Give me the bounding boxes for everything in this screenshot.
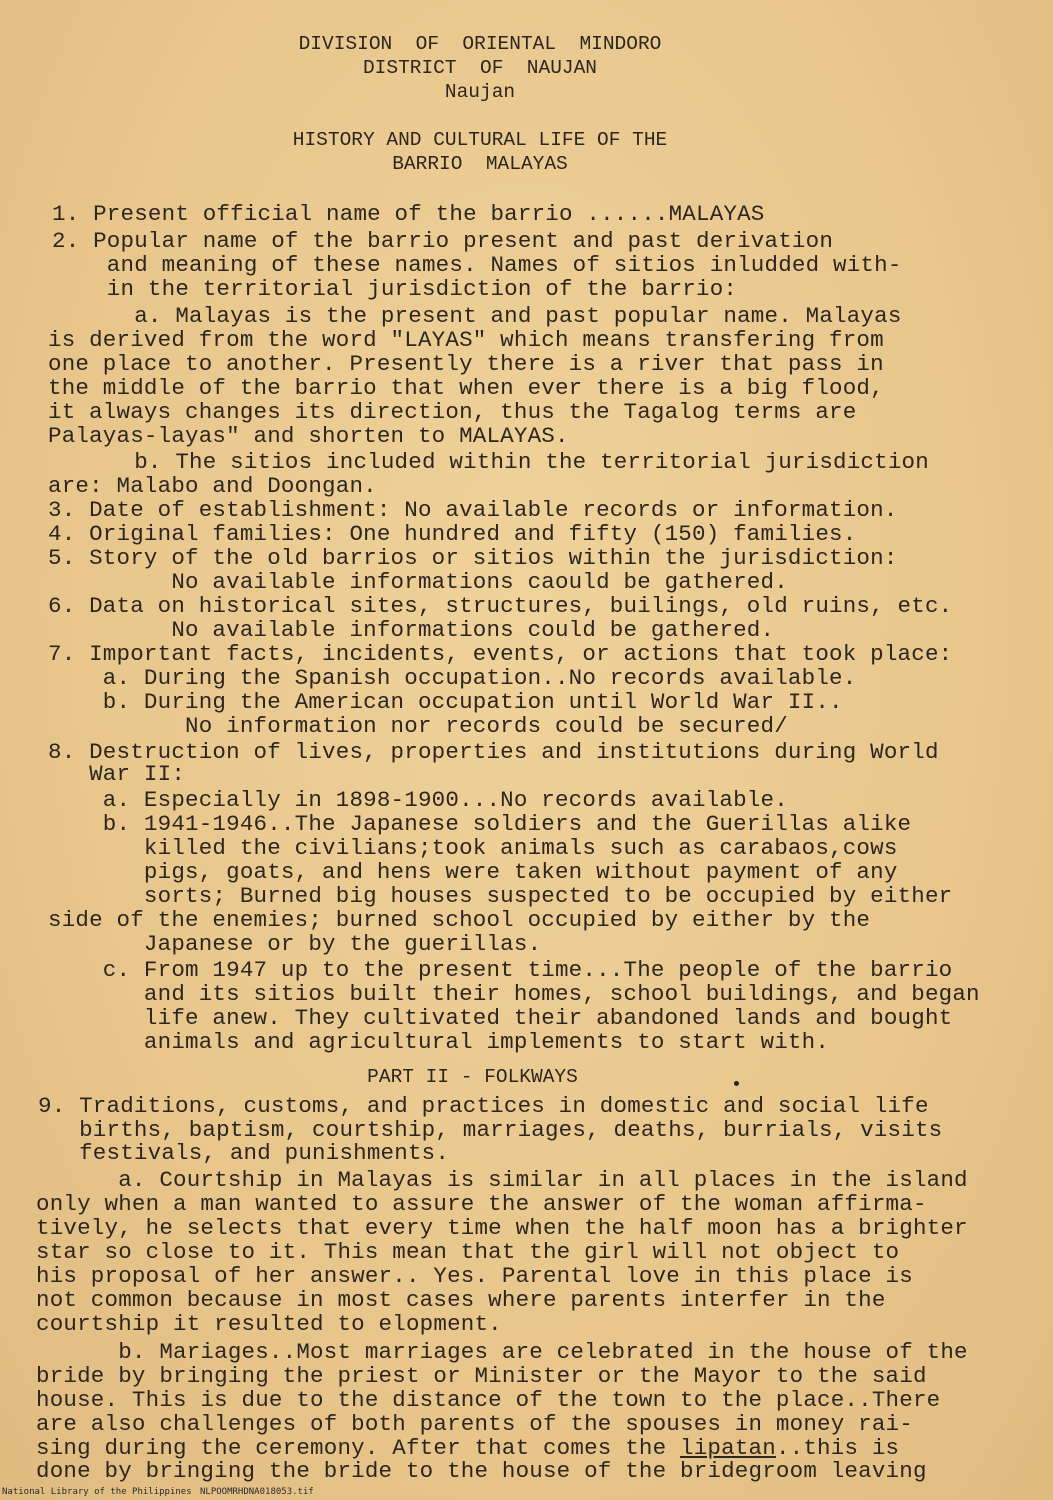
body-line: are: Malabo and Doongan. xyxy=(48,473,377,499)
part2-line: his proposal of her answer.. Yes. Parental love in this place is xyxy=(36,1263,913,1289)
part2-line: bride by bringing the priest or Minister or the Mayor to the said xyxy=(36,1363,927,1389)
body-line: sorts; Burned big houses suspected to be occupied by either xyxy=(48,883,953,909)
header-division: DIVISION OF ORIENTAL MINDORO xyxy=(298,33,662,55)
body-line: Palayas-layas" and shorten to MALAYAS. xyxy=(48,423,569,449)
part2-line: a. Courtship in Malayas is similar in all places in the island xyxy=(36,1167,968,1193)
body-line: a. Malayas is the present and past popular name. Malayas xyxy=(52,303,902,329)
body-line: No available informations could be gathered. xyxy=(48,617,775,643)
body-line: 1. Present official name of the barrio ......MALAYAS xyxy=(52,201,765,227)
part2-line: tively, he selects that every time when the half moon has a brighter xyxy=(36,1215,968,1241)
body-line: and meaning of these names. Names of sitios inludded with- xyxy=(52,252,902,278)
lipatan-term: lipatan xyxy=(680,1435,776,1461)
part2-line: star so close to it. This mean that the girl will not object to xyxy=(36,1239,900,1265)
body-line: No information nor records could be secured/ xyxy=(48,713,788,739)
part2-line: births, baptism, courtship, marriages, deaths, burrials, visits xyxy=(38,1117,943,1143)
part2-line: only when a man wanted to assure the answer of the woman affirma- xyxy=(36,1191,927,1217)
part-heading: PART II - FOLKWAYS xyxy=(367,1066,578,1088)
body-line: a. Especially in 1898-1900...No records available. xyxy=(48,787,788,813)
body-line: the middle of the barrio that when ever there is a big flood, xyxy=(48,375,884,401)
body-line: it always changes its direction, thus the Tagalog terms are xyxy=(48,399,857,425)
body-line: is derived from the word "LAYAS" which means transfering from xyxy=(48,327,884,353)
part2-line: are also challenges of both parents of the spouses in money rai- xyxy=(36,1411,913,1437)
body-line-final: done by bringing the bride to the house of the bridegroom leaving xyxy=(36,1458,927,1484)
body-line: 5. Story of the old barrios or sitios within the jurisdiction: xyxy=(48,545,898,571)
body-line: No available informations caould be gathered. xyxy=(48,569,788,595)
part2-line: courtship it resulted to elopment. xyxy=(36,1311,502,1337)
body-line: 3. Date of establishment: No available records or information. xyxy=(48,497,898,523)
body-line: animals and agricultural implements to start with. xyxy=(48,1029,830,1055)
body-line: 7. Important facts, incidents, events, or actions that took place: xyxy=(48,641,953,667)
body-line: 8. Destruction of lives, properties and institutions during World xyxy=(48,739,939,765)
header-town: Naujan xyxy=(444,81,516,103)
body-line: 2. Popular name of the barrio present and past derivation xyxy=(52,228,834,254)
document-title-line-2: BARRIO MALAYAS xyxy=(392,153,568,175)
body-line: 4. Original families: One hundred and fifty (150) families. xyxy=(48,521,857,547)
body-line: killed the civilians;took animals such as carabaos,cows xyxy=(48,835,898,861)
body-line-lipatan: sing during the ceremony. After that comes the lipatan..this is xyxy=(36,1435,900,1461)
part2-line: 9. Traditions, customs, and practices in domestic and social life xyxy=(38,1093,929,1119)
body-line: b. 1941-1946..The Japanese soldiers and the Guerillas alike xyxy=(48,811,912,837)
part2-line: b. Mariages..Most marriages are celebrated in the house of the xyxy=(36,1339,968,1365)
body-line: War II: xyxy=(48,761,186,787)
body-line: and its sitios built their homes, school buildings, and began xyxy=(48,981,980,1007)
body-line: side of the enemies; burned school occupied by either by the xyxy=(48,907,871,933)
document-title-line-1: HISTORY AND CULTURAL LIFE OF THE xyxy=(292,129,668,151)
footer-filename: NLPOOMRHDNA018053.tif xyxy=(200,1487,314,1497)
body-line: a. During the Spanish occupation..No records available. xyxy=(48,665,857,691)
body-line: 6. Data on historical sites, structures, builings, old ruins, etc. xyxy=(48,593,953,619)
body-line: c. From 1947 up to the present time...The people of the barrio xyxy=(48,957,953,983)
body-line: life anew. They cultivated their abandoned lands and bought xyxy=(48,1005,953,1031)
body-line: in the territorial jurisdiction of the barrio: xyxy=(52,276,738,302)
part2-line: festivals, and punishments. xyxy=(38,1140,450,1166)
body-line: pigs, goats, and hens were taken without payment of any xyxy=(48,859,898,885)
ink-speck xyxy=(734,1081,739,1086)
body-line: Japanese or by the guerillas. xyxy=(48,931,542,957)
body-line: b. During the American occupation until World War II.. xyxy=(48,689,843,715)
body-line: b. The sitios included within the territorial jurisdiction xyxy=(52,449,929,475)
footer-library: National Library of the Philippines xyxy=(2,1487,192,1497)
part2-line: not common because in most cases where parents interfer in the xyxy=(36,1287,886,1313)
body-line: one place to another. Presently there is a river that pass in xyxy=(48,351,884,377)
header-district: DISTRICT OF NAUJAN xyxy=(362,57,598,79)
part2-line: house. This is due to the distance of the town to the place..There xyxy=(36,1387,941,1413)
